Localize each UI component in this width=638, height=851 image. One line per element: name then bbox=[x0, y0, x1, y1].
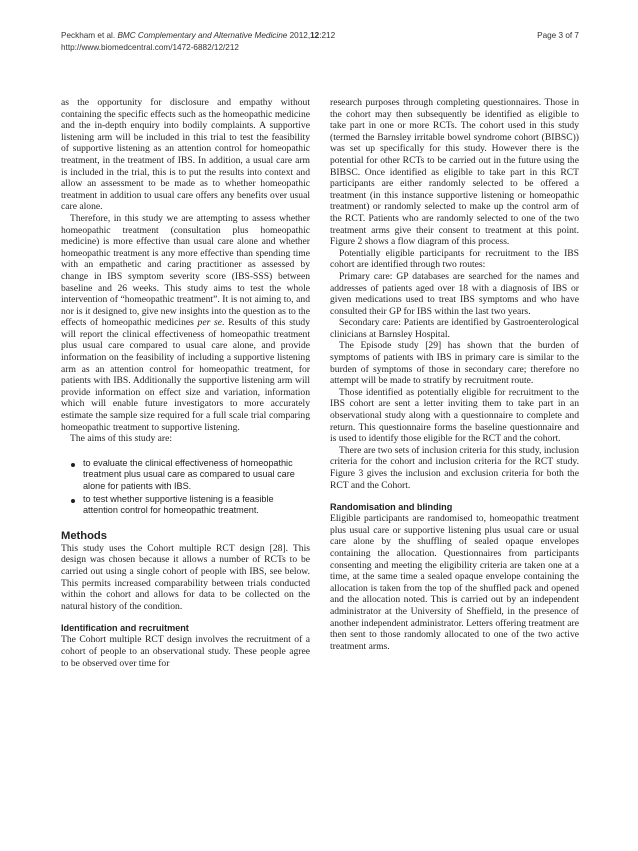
article-url[interactable]: http://www.biomedcentral.com/1472-6882/12/212 bbox=[61, 43, 239, 52]
page-number: Page 3 of 7 bbox=[537, 31, 579, 40]
identification-heading: Identification and recruitment bbox=[61, 623, 189, 634]
randomisation-paragraph: Eligible participants are randomised to, homeopathic treatment plus usual care or supportive listening plus usual care or usual care alone by the shuffling of sealed opaque envelopes containing the allocation. Questionnaires from participants consenting and meeting the eligibility criteria are taken one at a time, at the same time a sealed opaque envelope containing the allocation is taken from the top of the shuffled pack and opened and the allocation noted. This is carried out by an independent administrator at the University of Sheffield, in the presence of another independent administrator. Letters offering treatment are then sent to those randomly allocated to one of the two active treatment arms. bbox=[330, 513, 579, 652]
bullet-icon bbox=[71, 463, 75, 467]
list-item: to evaluate the clinical effectiveness of homeopathic treatment plus usual care as compared to usual care alone for patients with IBS. bbox=[61, 458, 310, 493]
page-header bbox=[61, 30, 579, 54]
randomisation-heading: Randomisation and blinding bbox=[330, 502, 453, 513]
identification-paragraph: The Cohort multiple RCT design involves the recruitment of a cohort of people to an observational study. These people agree to be observed over time for bbox=[61, 634, 310, 669]
aims-intro: The aims of this study are: bbox=[70, 433, 173, 445]
citation-year: 2012, bbox=[289, 31, 311, 40]
bullet-icon bbox=[71, 499, 75, 503]
left-paragraph-1: as the opportunity for disclosure and empathy without containing the specific effects such as the homeopathic medicine and the in-depth enquiry into bodily complaints. A supportive listening arm will be included in this trial to test the feasibility of supportive listening as an attention control for homeopathic treatment, in the treatment of IBS. In addition, a usual care arm is included in the trial, this is to put the results into context and allow an assessment to be made as to whether homeopathic treatment in addition to usual care offers any benefits over usual care alone. bbox=[61, 97, 310, 213]
episode-study-paragraph: The Episode study [29] has shown that the burden of symptoms of patients with IBS in primary care is similar to the burden of symptoms of those in secondary care; therefore no attempt will be made to stratify by recruitment route. bbox=[330, 340, 579, 387]
primary-care-paragraph: Primary care: GP databases are searched for the names and addresses of patients aged over 18 with a diagnosis of IBS or given medications used to treat IBS symptoms and who have consulted their GP for IBS within the last two years. bbox=[330, 270, 579, 317]
citation-article: :212 bbox=[319, 31, 336, 40]
citation-volume: 12 bbox=[310, 31, 320, 40]
left-column bbox=[61, 97, 310, 669]
methods-paragraph: This study uses the Cohort multiple RCT design [28]. This design was chosen because it allows a number of RCTs to be carried out using a single cohort of people with IBS, see below. This permits increased comparability between trials conducted within the cohort and allows for data to be collected on the natural history of the condition. bbox=[61, 542, 310, 612]
italic-per-se: per se bbox=[197, 317, 222, 329]
secondary-care-paragraph: Secondary care: Patients are identified by Gastroenterological clinicians at Barnsley Hospital. bbox=[330, 317, 579, 340]
list-item: to test whether supportive listening is a feasible attention control for homeopathic treatment. bbox=[61, 494, 310, 517]
right-paragraph-2: Potentially eligible participants for recruitment to the IBS cohort are identified through two routes: bbox=[330, 247, 579, 271]
citation-line bbox=[61, 30, 579, 42]
left-paragraph-2: Therefore, in this study we are attempting to assess whether homeopathic treatment (consultation plus homeopathic medicine) is more effective than usual care alone and whether homeopathic treatment is any more effective than spending time with an empathetic and caring practitioner as assessed by change in IBS symptom severity score (IBS-SSS) between baseline and 26 weeks. This study aims to test the whole intervention of “homeopathic treatment”. It is not aiming to, and nor is it designed to, give new insights into the question as to the effects of homeopathic medicines per se. Results of this study will report the clinical effectiveness of homeopathic treatment plus usual care compared to usual care alone, and provide information on the feasibility of including a supportive listening arm as an attention control for homeopathic treatment, for patients with IBS. Additionally the supportive listening arm will provide information on effect size and variation, information which will enable future investigators to more accurately estimate the sample size required for a full scale trial comparing homeopathic treatment to supportive listening. bbox=[61, 212, 310, 433]
citation-authors: Peckham et al. bbox=[61, 31, 116, 40]
recruitment-paragraph: Those identified as potentially eligible for recruitment to the IBS cohort are sent a letter inviting them to take part in an observational study along with a questionnaire to complete and return. This questionnaire forms the baseline questionnaire and is used to identify those eligible for the RCT and the cohort. bbox=[330, 386, 579, 445]
citation-journal: BMC Complementary and Alternative Medicine bbox=[117, 31, 288, 40]
right-column bbox=[330, 97, 579, 652]
inclusion-criteria-paragraph: There are two sets of inclusion criteria for this study, inclusion criteria for the cohort and inclusion criteria for the RCT study. Figure 3 gives the inclusion and exclusion criteria for both the RCT and the Cohort. bbox=[330, 444, 579, 491]
right-paragraph-1: research purposes through completing questionnaires. Those in the cohort may then subsequently be identified as eligible to take part in one or more RCTs. The cohort used in this study (termed the Barnsley irritable bowel syndrome cohort (BIBSC)) was set up specifically for this study. However there is the potential for other RCTs to be carried out in the future using the BIBSC. Once identified as eligible to take part in this RCT participants are either randomly selected to be offered a treatment (in this instance supportive listening or homeopathic treatment) or randomly selected to make up the control arm of the RCT. Patients who are randomly selected to one of the two treatment arms give their consent to treatment at this point. Figure 2 shows a flow diagram of this process. bbox=[330, 97, 579, 248]
methods-heading: Methods bbox=[61, 529, 107, 542]
aims-list bbox=[61, 458, 310, 517]
